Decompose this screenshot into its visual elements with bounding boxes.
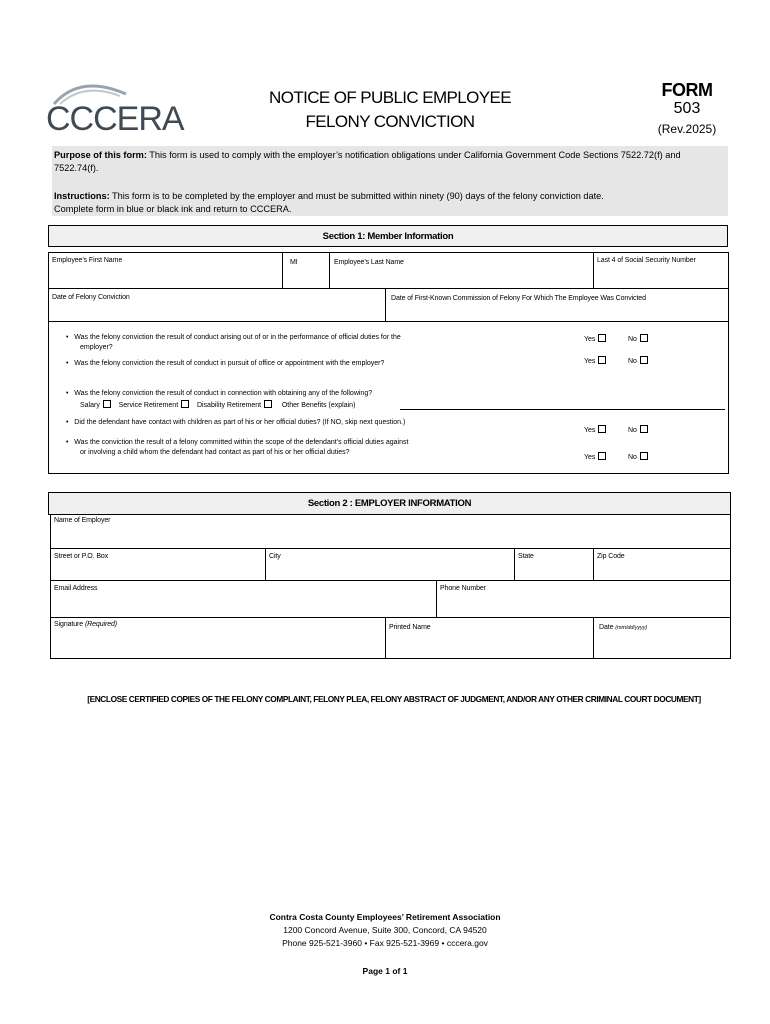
- disability-retirement-checkbox[interactable]: [264, 400, 272, 408]
- form-label: FORM: [661, 80, 713, 100]
- enclose-note: [ENCLOSE CERTIFIED COPIES OF THE FELONY COMPLAINT, FELONY PLEA, FELONY ABSTRACT OF JUDGMENT, AND/OR ANY OTHER CRIMINAL COURT DOCUMENT]: [87, 694, 701, 704]
- divider: [48, 288, 729, 289]
- first-name-field[interactable]: Employee’s First Name: [52, 257, 123, 264]
- zip-field[interactable]: Zip Code: [597, 553, 625, 560]
- footer-org: Contra Costa County Employees’ Retirement Association: [269, 912, 501, 922]
- printed-name-field[interactable]: Printed Name: [389, 624, 431, 631]
- question-1: • Was the felony conviction the result of conduct arising out of or in the performance of official duties for the employer?: [66, 334, 401, 351]
- email-field[interactable]: Email Address: [54, 585, 98, 592]
- form-revision: (Rev.2025): [657, 122, 717, 136]
- page-title: NOTICE OF PUBLIC EMPLOYEE FELONY CONVICTION: [269, 88, 511, 131]
- footer-address: 1200 Concord Avenue, Suite 300, Concord, CA 94520: [283, 925, 487, 935]
- divider: [514, 548, 515, 580]
- divider: [593, 252, 594, 288]
- ssn-field[interactable]: Last 4 of Social Security Number: [597, 257, 696, 264]
- q2-no-checkbox[interactable]: [640, 356, 648, 364]
- question-2: • Was the felony conviction the result of conduct in pursuit of office or appointment with the employer?: [66, 360, 385, 367]
- question-4: • Did the defendant have contact with children as part of his or her official duties? (If NO, skip next question.): [66, 419, 406, 426]
- q1-no-checkbox[interactable]: [640, 334, 648, 342]
- q5-yes-checkbox[interactable]: [598, 452, 606, 460]
- q2-yes-checkbox[interactable]: [598, 356, 606, 364]
- divider: [50, 617, 731, 618]
- form-number: 503: [673, 100, 701, 117]
- service-retirement-checkbox[interactable]: [181, 400, 189, 408]
- last-name-field[interactable]: Employee’s Last Name: [334, 259, 404, 266]
- other-benefits-line[interactable]: [400, 409, 725, 410]
- state-field[interactable]: State: [518, 553, 534, 560]
- question-3-options: Salary Service Retirement Disability Retirement Other Benefits (explain): [80, 402, 356, 409]
- employer-name-field[interactable]: Name of Employer: [54, 517, 111, 524]
- q4-no[interactable]: No: [628, 425, 648, 436]
- commission-date-field[interactable]: Date of First-Known Commission of Felony For Which The Employee Was Convicted: [391, 295, 646, 302]
- question-5: • Was the conviction the result of a felony committed within the scope of the defendant’s official duties against or involving a child whom the defendant had contact as part of his or her official duties?: [66, 439, 409, 456]
- mi-field[interactable]: MI: [290, 259, 298, 266]
- divider: [385, 617, 386, 659]
- mi-cell[interactable]: [282, 252, 330, 288]
- conviction-date-field[interactable]: Date of Felony Conviction: [52, 294, 130, 301]
- question-3: • Was the felony conviction the result of conduct in connection with obtaining any of the following?: [66, 390, 373, 397]
- section2-fields: [50, 514, 731, 659]
- q4-no-checkbox[interactable]: [640, 425, 648, 433]
- phone-field[interactable]: Phone Number: [440, 585, 486, 592]
- salary-checkbox[interactable]: [103, 400, 111, 408]
- q1-yes-checkbox[interactable]: [598, 334, 606, 342]
- divider: [385, 288, 386, 322]
- q4-yes-checkbox[interactable]: [598, 425, 606, 433]
- logo: CCCERA: [46, 100, 184, 138]
- divider: [593, 548, 594, 580]
- divider: [50, 548, 731, 549]
- section1-header: Section 1: Member Information: [48, 225, 728, 247]
- divider: [265, 548, 266, 580]
- city-field[interactable]: City: [269, 553, 281, 560]
- divider: [436, 580, 437, 617]
- q1-yes[interactable]: Yes: [584, 334, 606, 345]
- purpose-text: Purpose of this form: This form is used to comply with the employer’s notification obligations under California Government Code Sections 7522.72(f) and 7522.74(f).: [54, 150, 681, 173]
- divider: [593, 617, 594, 659]
- q1-no[interactable]: No: [628, 334, 648, 345]
- q5-yes[interactable]: Yes: [584, 452, 606, 463]
- page-number: Page 1 of 1: [362, 966, 408, 976]
- footer-contact: Phone 925-521-3960 • Fax 925-521-3969 • cccera.gov: [282, 938, 488, 948]
- divider: [50, 580, 731, 581]
- signature-field[interactable]: Signature (Required): [54, 621, 118, 628]
- instructions-text: Instructions: This form is to be completed by the employer and must be submitted within ninety (90) days of the felony conviction date. Complete form in blue or black ink and return to CCCERA.: [54, 191, 604, 214]
- q5-no-checkbox[interactable]: [640, 452, 648, 460]
- section2-header: Section 2 : EMPLOYER INFORMATION: [48, 492, 731, 515]
- street-field[interactable]: Street or P.O. Box: [54, 553, 109, 560]
- date-field[interactable]: Date (mm/dd/yyyy): [599, 624, 648, 631]
- q2-yes[interactable]: Yes: [584, 356, 606, 367]
- q4-yes[interactable]: Yes: [584, 425, 606, 436]
- q5-no[interactable]: No: [628, 452, 648, 463]
- q2-no[interactable]: No: [628, 356, 648, 367]
